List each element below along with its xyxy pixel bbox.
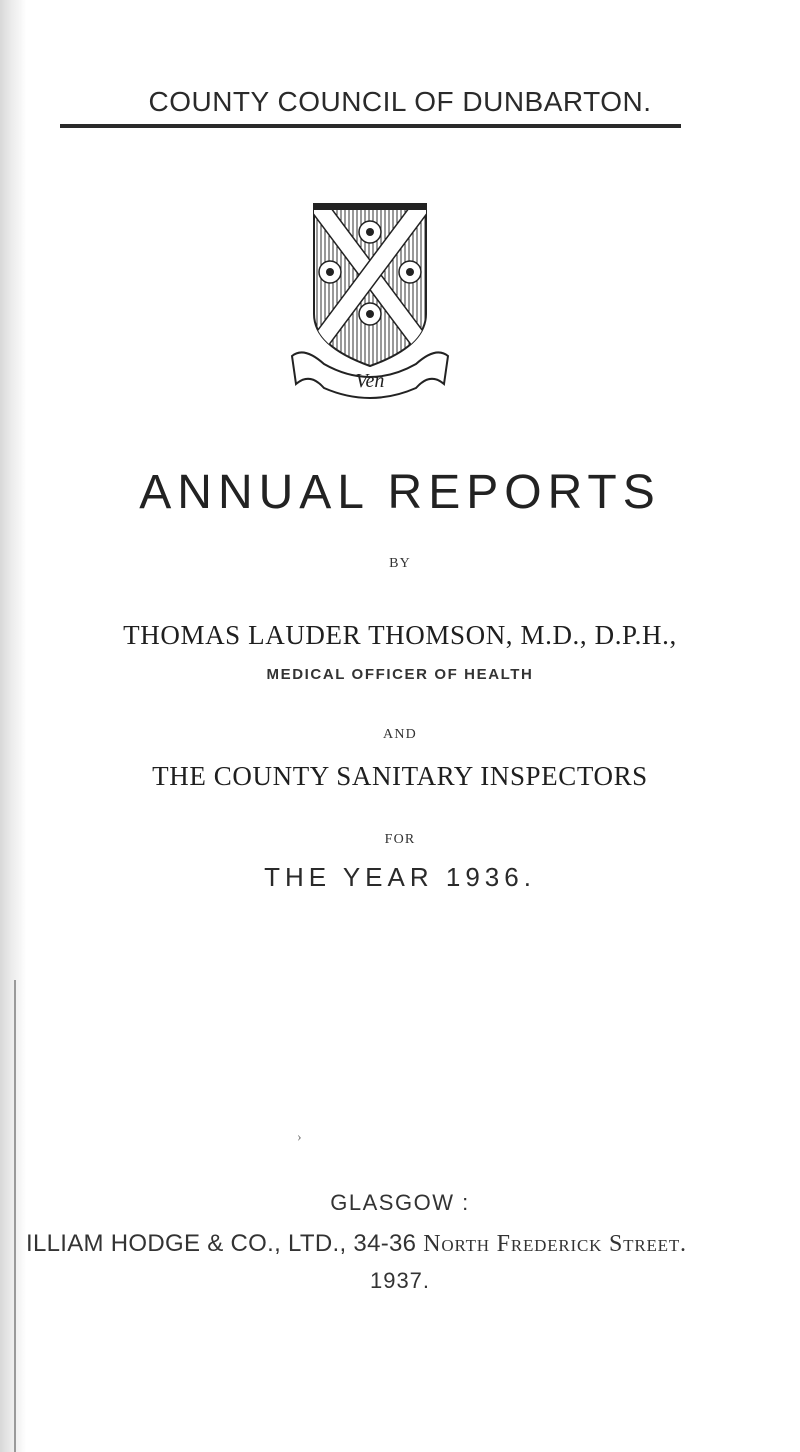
author-name: THOMAS LAUDER THOMSON, M.D., D.P.H., (123, 620, 677, 650)
council-heading: COUNTY COUNCIL OF DUNBARTON. (148, 86, 652, 117)
report-title: ANNUAL REPORTS (139, 466, 661, 519)
print-speck: › (297, 1130, 302, 1145)
report-year: THE YEAR 1936. (264, 862, 536, 892)
and-label: AND (383, 727, 417, 742)
by-label: BY (389, 556, 411, 571)
imprint-city: GLASGOW : (330, 1190, 470, 1215)
page-binding-shadow (0, 0, 26, 1452)
imprint-year: 1937. (369, 1268, 431, 1293)
coat-of-arms-icon (284, 196, 456, 410)
imprint-printer (26, 1230, 687, 1258)
author-role: MEDICAL OFFICER OF HEALTH (266, 666, 534, 683)
printer-address: North Frederick Street. (423, 1231, 687, 1257)
for-label: FOR (384, 832, 416, 847)
crest-motto: Ven (355, 370, 385, 392)
heading-underline (60, 124, 681, 128)
co-authors: THE COUNTY SANITARY INSPECTORS (152, 761, 648, 791)
printer-name: ILLIAM HODGE & CO., LTD., 34-36 (26, 1230, 417, 1257)
binding-edge (14, 980, 16, 1452)
